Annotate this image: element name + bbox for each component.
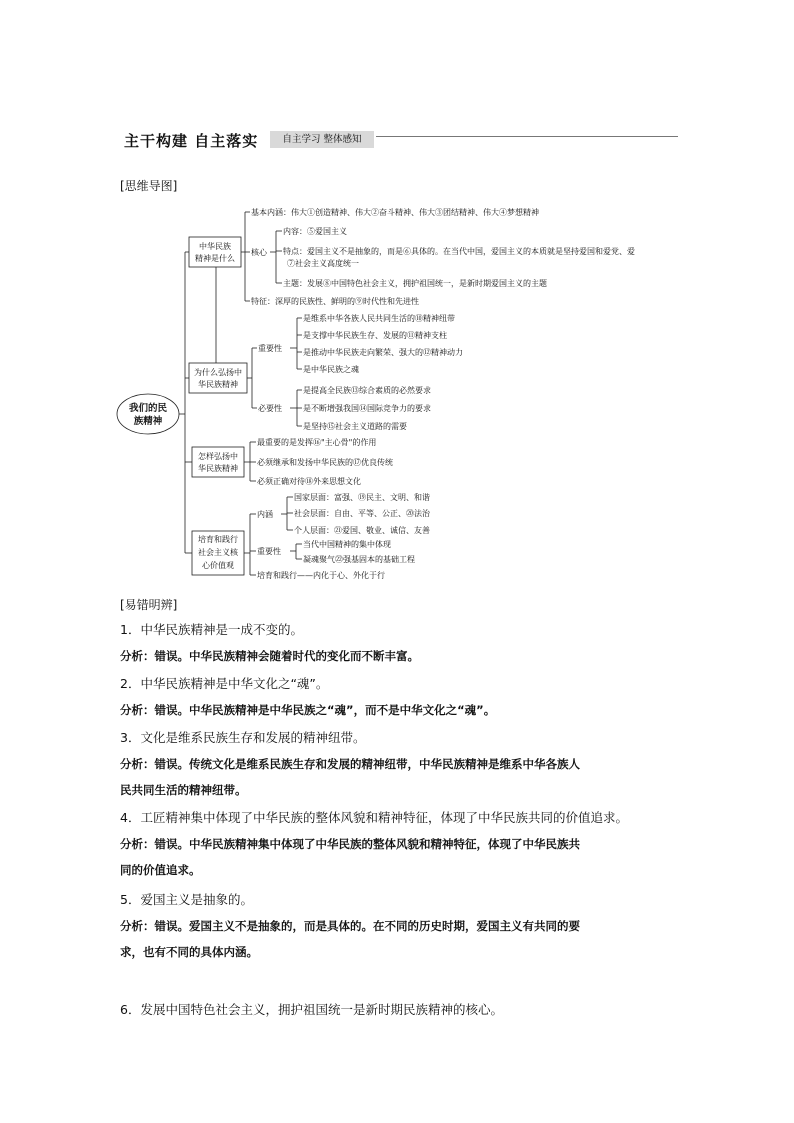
branch-box-what	[189, 237, 241, 267]
errata-question-1: 1．中华民族精神是一成不变的。	[120, 622, 303, 637]
branch-how-label: 华民族精神	[198, 464, 238, 473]
core-theme: 主题：发展⑧中国特色社会主义，拥护祖国统一，是新时期爱国主义的主题	[283, 279, 547, 288]
values-importance-item: 当代中国精神的集中体现	[303, 540, 391, 549]
core-features-cont: ⑦社会主义高度统一	[287, 259, 359, 268]
errata-question-5: 5．爱国主义是抽象的。	[120, 892, 253, 907]
errata-answer-4-cont: 同的价值追求。	[120, 863, 201, 877]
root-node-line1: 我们的民	[128, 403, 168, 414]
errata-answer-3: 分析：错误。传统文化是维系民族生存和发展的精神纽带，中华民族精神是维系中华各族人	[120, 757, 580, 771]
branch-values-label: 心价值观	[202, 561, 234, 570]
branch-box-how	[192, 447, 244, 477]
importance-item: 是支撑中华民族生存、发展的⑪精神支柱	[303, 331, 447, 340]
errata-heading: [易错明辨]	[120, 598, 178, 612]
importance-label: 重要性	[258, 344, 282, 353]
core-features: 特点：爱国主义不是抽象的，而是⑥具体的。在当代中国，爱国主义的本质就是坚持爱国和爱党、爱	[283, 247, 635, 256]
importance-item: 是推动中华民族走向繁荣、强大的⑫精神动力	[303, 348, 463, 357]
branch-box-values	[192, 531, 244, 575]
section-title: 主干构建 自主落实	[124, 132, 259, 150]
how-item: 必须正确对待⑱外来思想文化	[257, 477, 361, 486]
errata-question-2: 2．中华民族精神是中华文化之“魂”。	[120, 676, 329, 691]
connotation-item: 个人层面：㉑爱国、敬业、诚信、友善	[294, 526, 430, 535]
branch-box-why	[189, 363, 247, 393]
connotation-label: 内涵	[257, 510, 273, 519]
necessity-item: 是提高全民族⑬综合素质的必然要求	[303, 386, 431, 395]
how-item: 最重要的是发挥⑯"主心骨"的作用	[257, 438, 377, 447]
errata-answer-3-cont: 民共同生活的精神纽带。	[120, 783, 247, 797]
section-subtitle-badge: 自主学习 整体感知	[270, 131, 374, 148]
values-importance-label: 重要性	[257, 547, 281, 556]
branch-values-label: 社会主义核	[198, 548, 238, 557]
how-item: 必须继承和发扬中华民族的⑰优良传统	[257, 458, 393, 467]
basic-connotation: 基本内涵：伟大①创造精神、伟大②奋斗精神、伟大③团结精神、伟大④梦想精神	[251, 208, 539, 217]
connotation-item: 社会层面：自由、平等、公正、⑳法治	[294, 509, 430, 518]
necessity-item: 是不断增强我国⑭国际竞争力的要求	[303, 404, 431, 413]
mindmap-heading: [思维导图]	[120, 179, 178, 193]
core-content: 内容：⑤爱国主义	[283, 227, 347, 236]
necessity-item: 是坚持⑮社会主义道路的需要	[303, 422, 407, 431]
practice: 培育和践行——内化于心、外化于行	[257, 571, 385, 580]
trait: 特征：深厚的民族性、鲜明的⑨时代性和先进性	[251, 297, 419, 306]
header-rule	[376, 136, 678, 137]
branch-how-label: 怎样弘扬中	[198, 452, 238, 461]
errata-question-4: 4．工匠精神集中体现了中华民族的整体风貌和精神特征，体现了中华民族共同的价值追求。	[120, 810, 628, 825]
branch-why-label: 为什么弘扬中	[194, 368, 242, 377]
importance-item: 是维系中华各族人民共同生活的⑩精神纽带	[303, 314, 455, 323]
errata-answer-5-cont: 求，也有不同的具体内涵。	[120, 945, 258, 959]
branch-why-label: 华民族精神	[198, 380, 238, 389]
connotation-item: 国家层面：富强、⑲民主、文明、和谐	[294, 493, 430, 502]
necessity-label: 必要性	[258, 404, 282, 413]
errata-answer-4: 分析：错误。中华民族精神集中体现了中华民族的整体风貌和精神特征，体现了中华民族共	[120, 837, 580, 851]
errata-question-6: 6．发展中国特色社会主义，拥护祖国统一是新时期民族精神的核心。	[120, 1002, 503, 1017]
branch-what-label: 中华民族	[199, 242, 231, 251]
errata-answer-5: 分析：错误。爱国主义不是抽象的，而是具体的。在不同的历史时期，爱国主义有共同的要	[120, 919, 580, 933]
root-node-shape	[117, 394, 179, 434]
root-node-line2: 族精神	[133, 416, 163, 427]
errata-answer-1: 分析：错误。中华民族精神会随着时代的变化而不断丰富。	[120, 649, 419, 663]
errata-question-3: 3．文化是维系民族生存和发展的精神纽带。	[120, 730, 366, 745]
importance-item: 是中华民族之魂	[303, 365, 359, 374]
core-label: 核心	[251, 248, 267, 257]
values-importance-item: 凝魂聚气㉒强基固本的基础工程	[303, 555, 415, 564]
branch-what-label: 精神是什么	[195, 254, 235, 263]
branch-values-label: 培育和践行	[198, 535, 238, 544]
errata-answer-2: 分析：错误。中华民族精神是中华民族之“魂”，而不是中华文化之“魂”。	[120, 703, 496, 717]
